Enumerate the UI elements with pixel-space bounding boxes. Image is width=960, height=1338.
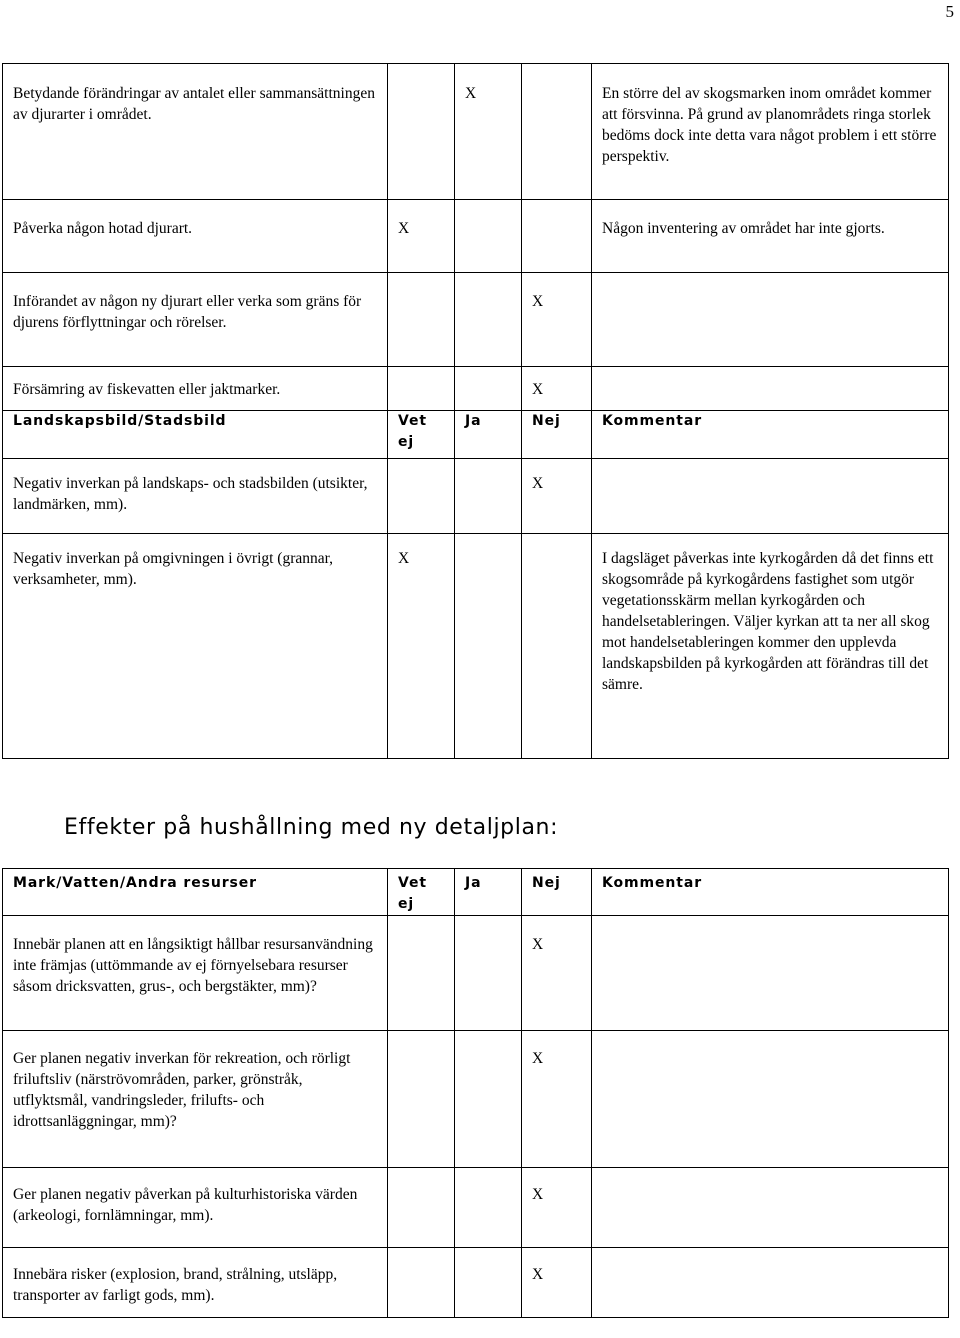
vet-ej-cell	[388, 367, 455, 411]
vet-ej-cell: X	[388, 534, 455, 759]
comment-cell	[592, 367, 949, 411]
table-row	[3, 64, 949, 200]
section-title: Mark/Vatten/Andra resurser	[3, 869, 388, 916]
question-cell: Försämring av fiskevatten eller jaktmarker.	[3, 367, 388, 411]
vet-ej-header: Vet ej	[388, 869, 455, 916]
vet-ej-cell	[388, 1248, 455, 1318]
nej-cell	[522, 64, 592, 200]
nej-cell: X	[522, 1248, 592, 1318]
ja-cell	[455, 534, 522, 759]
question-cell: Innebär planen att en långsiktigt hållbar resursanvändning inte främjas (uttömmande av ej förnyelsebara resurser såsom dricksvatten, grus-, och bergstäkter, mm)?	[3, 916, 388, 1031]
nej-cell: X	[522, 916, 592, 1031]
table-row	[3, 367, 949, 411]
vet-ej-cell	[388, 1168, 455, 1248]
question-cell: Ger planen negativ påverkan på kulturhistoriska värden (arkeologi, fornlämningar, mm).	[3, 1168, 388, 1248]
section-title: Landskapsbild/Stadsbild	[3, 411, 388, 459]
nej-cell: X	[522, 1168, 592, 1248]
comment-cell: I dagsläget påverkas inte kyrkogården då det finns ett skogsområde på kyrkogårdens fastighet som utgör vegetationsskärm mellan kyrkogården och handelsetableringen. Väljer kyrkan att ta ner all skog mot handelsetableringen kommer den upplevda landskapsbilden på kyrkogården att förändras till det sämre.	[592, 534, 949, 759]
comment-cell	[592, 1168, 949, 1248]
table-row	[3, 200, 949, 273]
section-heading: Effekter på hushållning med ny detaljplan:	[64, 815, 559, 840]
table-row	[3, 1168, 949, 1248]
page-number: 5	[945, 2, 954, 21]
comment-cell	[592, 273, 949, 367]
vet-ej-cell	[388, 459, 455, 534]
ja-cell	[455, 200, 522, 273]
question-cell: Negativ inverkan på omgivningen i övrigt (grannar, verksamheter, mm).	[3, 534, 388, 759]
ja-cell	[455, 1248, 522, 1318]
nej-cell: X	[522, 459, 592, 534]
nej-cell	[522, 534, 592, 759]
ja-header: Ja	[455, 411, 522, 459]
table-row	[3, 1031, 949, 1168]
comment-cell	[592, 459, 949, 534]
table-row	[3, 1248, 949, 1318]
nej-cell: X	[522, 273, 592, 367]
section-header-row	[3, 411, 949, 459]
section-header-row	[3, 869, 949, 916]
ja-header: Ja	[455, 869, 522, 916]
question-cell: Betydande förändringar av antalet eller sammansättningen av djurarter i området.	[3, 64, 388, 200]
comment-cell: En större del av skogsmarken inom området kommer att försvinna. På grund av planområdets ringa storlek bedöms dock inte detta vara något problem i ett större perspektiv.	[592, 64, 949, 200]
table-row	[3, 534, 949, 759]
comment-cell	[592, 1248, 949, 1318]
ja-cell	[455, 273, 522, 367]
table-row	[3, 273, 949, 367]
nej-header: Nej	[522, 411, 592, 459]
nej-cell: X	[522, 1031, 592, 1168]
ja-cell: X	[455, 64, 522, 200]
table-row	[3, 916, 949, 1031]
ja-cell	[455, 1031, 522, 1168]
ja-cell	[455, 916, 522, 1031]
nej-header: Nej	[522, 869, 592, 916]
impact-table-wildlife-landscape	[2, 63, 949, 759]
table-row	[3, 459, 949, 534]
vet-ej-cell	[388, 1031, 455, 1168]
ja-cell	[455, 1168, 522, 1248]
vet-ej-cell: X	[388, 200, 455, 273]
comment-cell: Någon inventering av området har inte gjorts.	[592, 200, 949, 273]
vet-ej-cell	[388, 64, 455, 200]
nej-cell	[522, 200, 592, 273]
vet-ej-cell	[388, 273, 455, 367]
comment-cell	[592, 1031, 949, 1168]
ja-cell	[455, 367, 522, 411]
vet-ej-header: Vet ej	[388, 411, 455, 459]
kommentar-header: Kommentar	[592, 869, 949, 916]
question-cell: Negativ inverkan på landskaps- och stadsbilden (utsikter, landmärken, mm).	[3, 459, 388, 534]
question-cell: Påverka någon hotad djurart.	[3, 200, 388, 273]
vet-ej-cell	[388, 916, 455, 1031]
question-cell: Innebära risker (explosion, brand, strålning, utsläpp, transporter av farligt gods, mm).	[3, 1248, 388, 1318]
ja-cell	[455, 459, 522, 534]
kommentar-header: Kommentar	[592, 411, 949, 459]
question-cell: Ger planen negativ inverkan för rekreation, och rörligt friluftsliv (närströvområden, parker, grönstråk, utflyktsmål, vandringsleder, frilufts- och idrottsanläggningar, mm)?	[3, 1031, 388, 1168]
comment-cell	[592, 916, 949, 1031]
question-cell: Införandet av någon ny djurart eller verka som gräns för djurens förflyttningar och rörelser.	[3, 273, 388, 367]
nej-cell: X	[522, 367, 592, 411]
impact-table-resources	[2, 868, 949, 1318]
